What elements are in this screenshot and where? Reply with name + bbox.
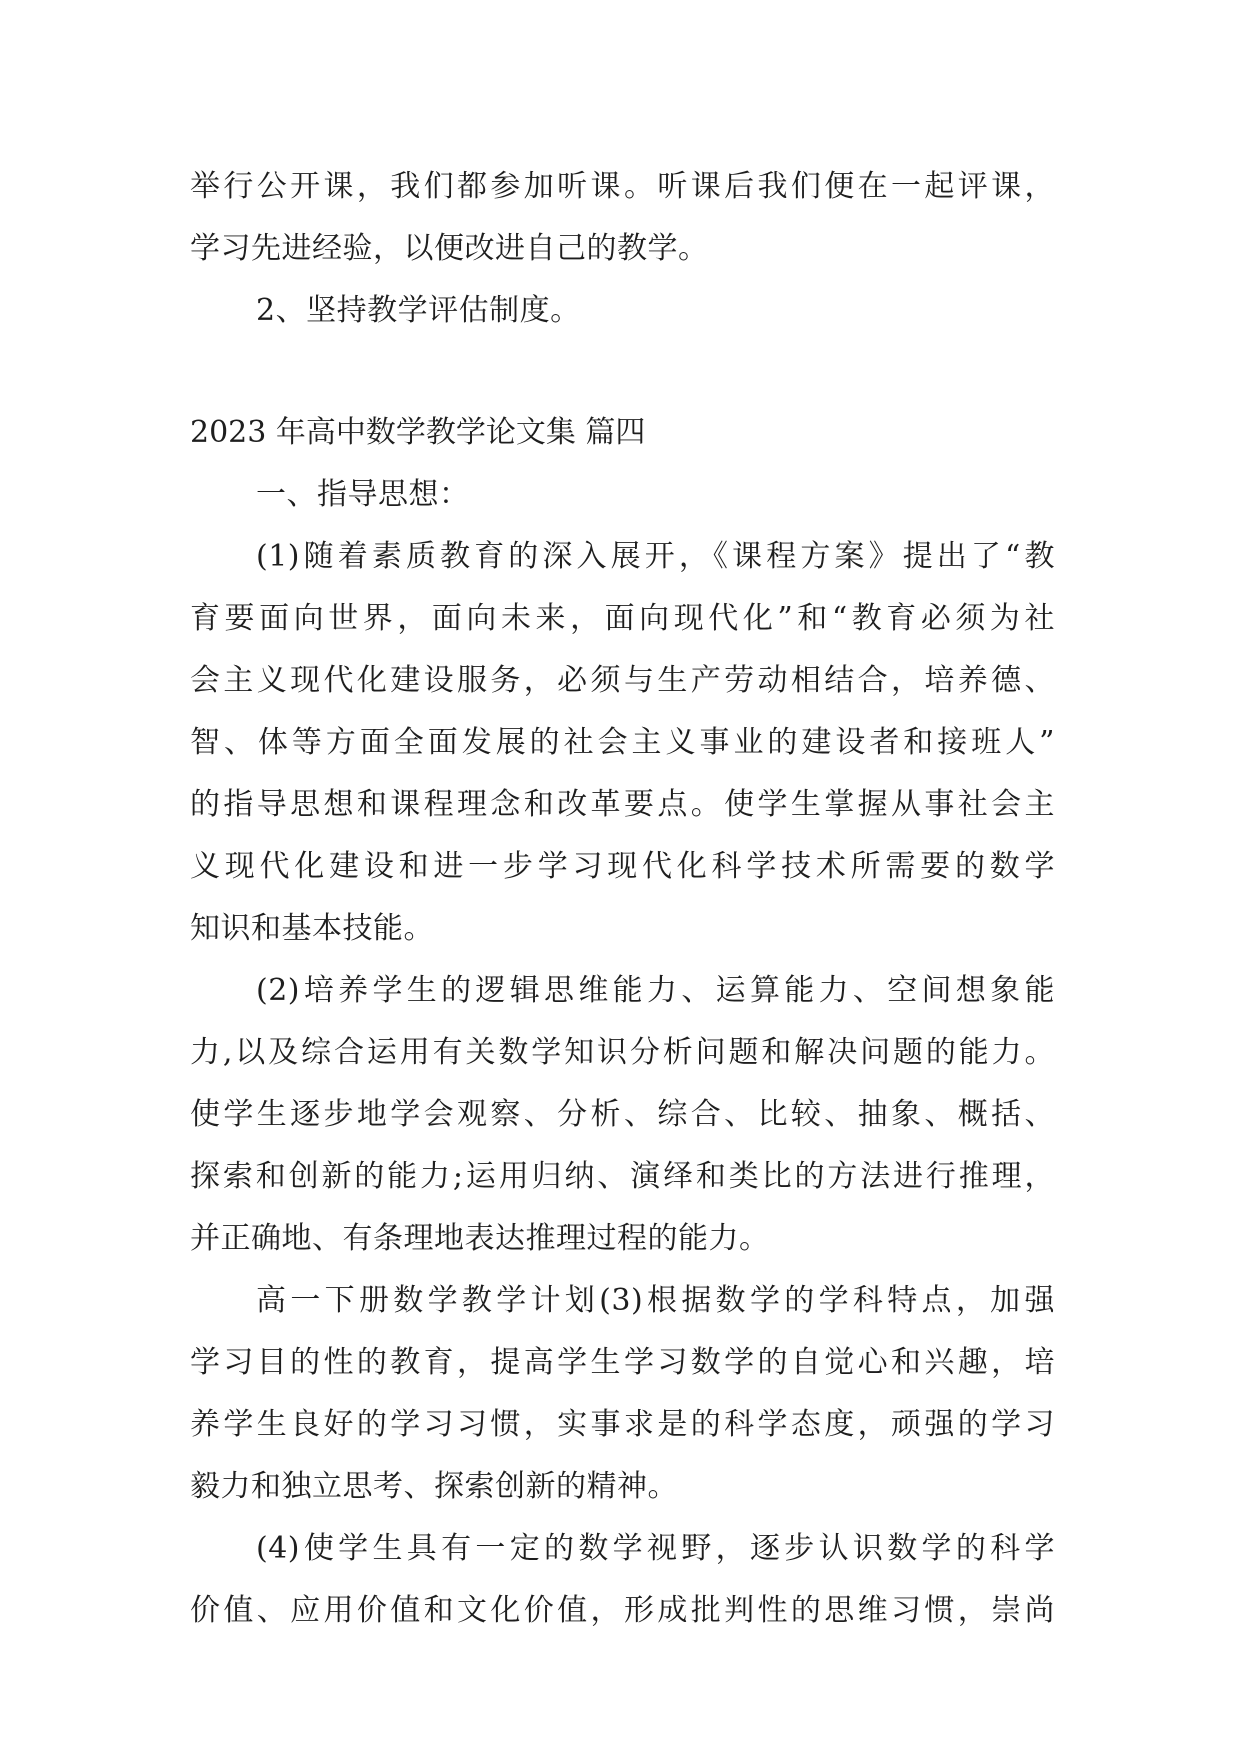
text-line: 智、体等方面全面发展的社会主义事业的建设者和接班人” xyxy=(190,725,1055,760)
text-line: 价值、应用价值和文化价值，形成批判性的思维习惯，崇尚 xyxy=(190,1593,1055,1628)
text-line: 举行公开课，我们都参加听课。听课后我们便在一起评课， xyxy=(190,169,1055,204)
text-line: 养学生良好的学习习惯，实事求是的科学态度，顽强的学习 xyxy=(190,1407,1055,1442)
subheading: 一、指导思想： xyxy=(256,477,470,512)
text-line: 会主义现代化建设服务，必须与生产劳动相结合，培养德、 xyxy=(190,663,1055,698)
text-line: 毅力和独立思考、探索创新的精神。 xyxy=(190,1469,678,1504)
text-line: 育要面向世界，面向未来，面向现代化”和“教育必须为社 xyxy=(190,601,1055,636)
text-line: 探索和创新的能力;运用归纳、演绎和类比的方法进行推理， xyxy=(190,1159,1055,1194)
text-line: 学习目的性的教育，提高学生学习数学的自觉心和兴趣，培 xyxy=(190,1345,1055,1380)
text-line: 义现代化建设和进一步学习现代化科学技术所需要的数学 xyxy=(190,849,1055,884)
text-line: 高一下册数学教学计划(3)根据数学的学科特点，加强 xyxy=(256,1283,1055,1318)
list-item: 2、坚持教学评估制度。 xyxy=(256,293,581,328)
text-line: (2)培养学生的逻辑思维能力、运算能力、空间想象能 xyxy=(256,973,1055,1008)
text-line: 的指导思想和课程理念和改革要点。使学生掌握从事社会主 xyxy=(190,787,1055,822)
text-line: (4)使学生具有一定的数学视野，逐步认识数学的科学 xyxy=(256,1531,1055,1566)
text-line: 力,以及综合运用有关数学知识分析问题和解决问题的能力。 xyxy=(190,1035,1055,1070)
text-line: 并正确地、有条理地表达推理过程的能力。 xyxy=(190,1221,770,1256)
text-line: (1)随着素质教育的深入展开，《课程方案》提出了“教 xyxy=(256,539,1055,574)
section-heading: 2023 年高中数学教学论文集 篇四 xyxy=(190,415,646,450)
text-line: 使学生逐步地学会观察、分析、综合、比较、抽象、概括、 xyxy=(190,1097,1055,1132)
text-line: 学习先进经验，以便改进自己的教学。 xyxy=(190,231,709,266)
text-line: 知识和基本技能。 xyxy=(190,911,434,946)
